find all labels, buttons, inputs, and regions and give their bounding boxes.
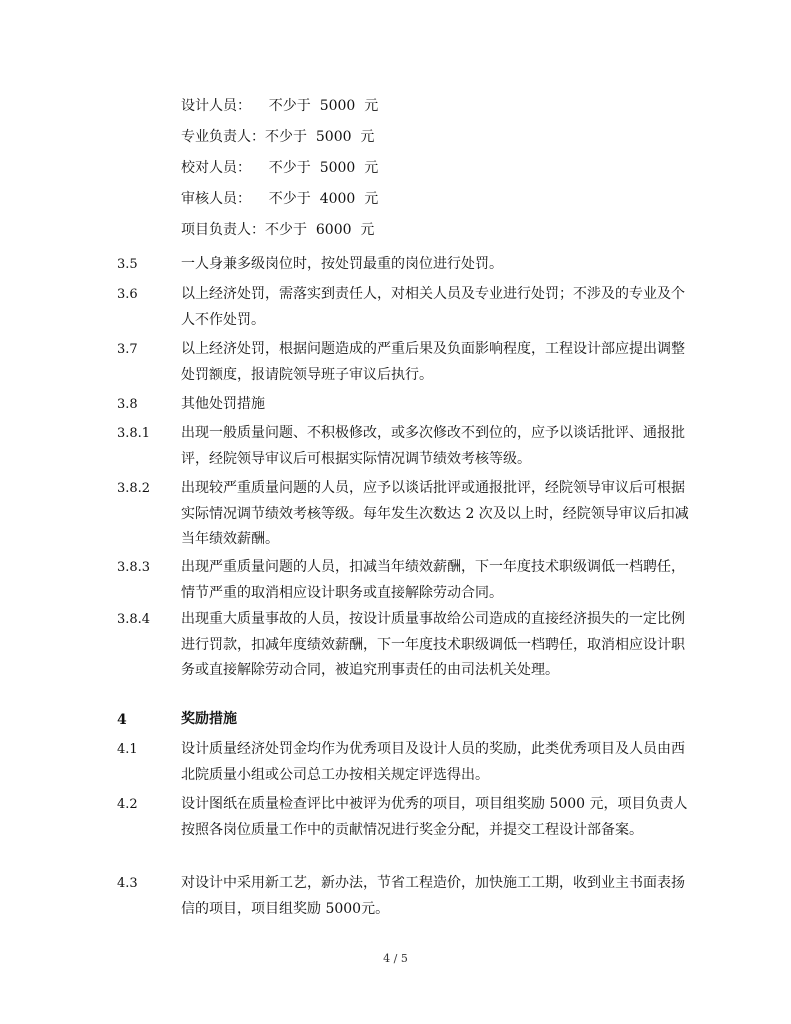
clause-number: 3.5 bbox=[117, 257, 138, 272]
clause-number: 4.3 bbox=[117, 876, 138, 891]
clause-text: 设计图纸在质量检查评比中被评为优秀的项目，项目组奖励 5000 元，项目负责人按照各岗位质量工作中的贡献情况进行奖金分配，并提交工程设计部备案。 bbox=[181, 796, 688, 838]
penalty-checker: 校对人员： 不少于 5000 元 bbox=[181, 160, 379, 176]
clause-text: 以上经济处罚，根据问题造成的严重后果及负面影响程度，工程设计部应提出调整处罚额度，报请院领导班子审议后执行。 bbox=[181, 341, 685, 383]
clause-text: 以上经济处罚，需落实到责任人，对相关人员及专业进行处罚；不涉及的专业及个人不作处罚。 bbox=[181, 286, 685, 328]
clause-text: 出现一般质量问题、不积极修改，或多次修改不到位的，应予以谈话批评、通报批评，经院领导审议后可根据实际情况调节绩效考核等级。 bbox=[181, 425, 685, 467]
clause-text: 设计质量经济处罚金均作为优秀项目及设计人员的奖励，此类优秀项目及人员由西北院质量小组或公司总工办按相关规定评选得出。 bbox=[181, 741, 685, 783]
clause-text: 一人身兼多级岗位时，按处罚最重的岗位进行处罚。 bbox=[181, 256, 503, 272]
penalty-discipline-lead: 专业负责人：不少于 5000 元 bbox=[181, 129, 375, 145]
clause-text: 其他处罚措施 bbox=[181, 396, 265, 412]
clause-number: 3.8.1 bbox=[117, 426, 151, 441]
section-title: 奖励措施 bbox=[181, 711, 237, 727]
clause-text: 出现重大质量事故的人员，按设计质量事故给公司造成的直接经济损失的一定比例进行罚款，扣减年度绩效薪酬，下一年度技术职级调低一档聘任，取消相应设计职务或直接解除劳动合同，被追究刑事责任的由司法机关处理。 bbox=[181, 611, 685, 678]
clause-number: 3.8.3 bbox=[117, 560, 151, 575]
page-number: 4 / 5 bbox=[383, 952, 408, 965]
clause-number: 4.1 bbox=[117, 742, 138, 757]
clause-number: 4.2 bbox=[117, 797, 138, 812]
section-number: 4 bbox=[117, 712, 127, 728]
penalty-project-lead: 项目负责人：不少于 6000 元 bbox=[181, 222, 375, 238]
clause-number: 3.8.2 bbox=[117, 481, 151, 496]
clause-number: 3.6 bbox=[117, 287, 138, 302]
penalty-reviewer: 审核人员： 不少于 4000 元 bbox=[181, 191, 379, 207]
clause-text: 对设计中采用新工艺，新办法，节省工程造价，加快施工工期，收到业主书面表扬信的项目，项目组奖励 5000元。 bbox=[181, 875, 685, 917]
clause-number: 3.8.4 bbox=[117, 612, 151, 627]
clause-text: 出现严重质量问题的人员，扣减当年绩效薪酬，下一年度技术职级调低一档聘任，情节严重的取消相应设计职务或直接解除劳动合同。 bbox=[181, 559, 685, 601]
clause-text: 出现较严重质量问题的人员，应予以谈话批评或通报批评，经院领导审议后可根据实际情况调节绩效考核等级。每年发生次数达 2 次及以上时，经院领导审议后扣减当年绩效薪酬。 bbox=[181, 480, 689, 547]
clause-number: 3.8 bbox=[117, 397, 138, 412]
penalty-designer: 设计人员： 不少于 5000 元 bbox=[181, 98, 379, 114]
clause-number: 3.7 bbox=[117, 342, 138, 357]
